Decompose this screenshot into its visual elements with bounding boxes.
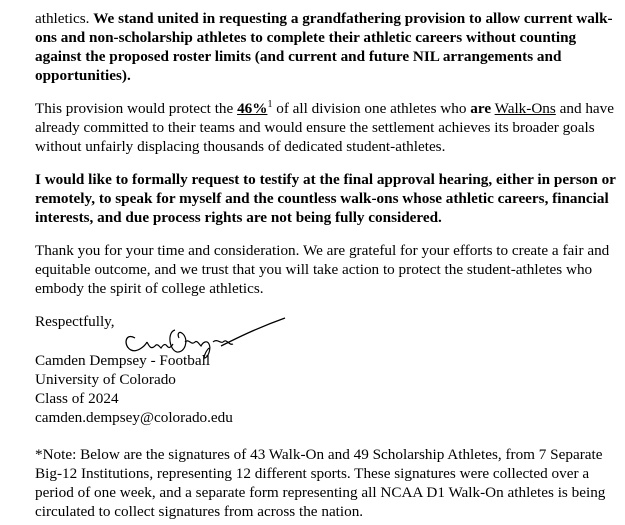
signer-class: Class of 2024 [35,390,119,407]
percent-value: 46% [237,100,268,117]
closing-block [35,312,620,427]
signatures-note: *Note: Below are the signatures of 43 Walk-On and 49 Scholarship Athletes, from 7 Separate Big-12 Institutions, representing 12 different sports. These signatures were collected over a period of one week, and a separate form representing all NCAA D1 Walk-On athletes is being circulated to collect signatures from across the nation. [35,446,606,520]
walk-ons-term: Walk-Ons [494,100,556,117]
signer-name: Camden Dempsey - Football [35,352,211,369]
grandfathering-request: We stand united in requesting a grandfathering provision to allow current walk-ons and non-scholarship athletes to complete their athletic careers without counting against the proposed roster limits (and current and future NIL arrangements and opportunities). [35,10,613,84]
paragraph-grandfathering [35,9,620,85]
signer-school: University of Colorado [35,371,176,388]
are-emphasis: are [470,100,492,117]
handwritten-signature [117,316,287,360]
letter-body [35,9,620,427]
provision-text-end: and have already committed to their teams and would ensure the settlement achieves its broader goals without unfairly displacing thousands of dedicated student-athletes. [35,100,615,155]
provision-text-mid: of all division one athletes who [272,100,471,117]
signer-details [35,351,620,427]
provision-text-start: This provision would protect the [35,100,238,117]
paragraph-lead: athletics. [35,10,94,27]
footnote-marker: 1 [267,98,273,110]
paragraph-thanks: Thank you for your time and consideration. We are grateful for your efforts to create a fair and equitable outcome, and we trust that you will take action to protect the student-athletes who embody the spirit of college athletics. [35,242,610,297]
paragraph-testify-request: I would like to formally request to testify at the final approval hearing, either in person or remotely, to speak for myself and the countless walk-ons whose athletic careers, financial interests, and due process rights are not being fully considered. [35,171,616,226]
closing-salutation: Respectfully, [35,313,115,330]
paragraph-provision [35,99,620,156]
signer-email: camden.dempsey@colorado.edu [35,409,233,426]
